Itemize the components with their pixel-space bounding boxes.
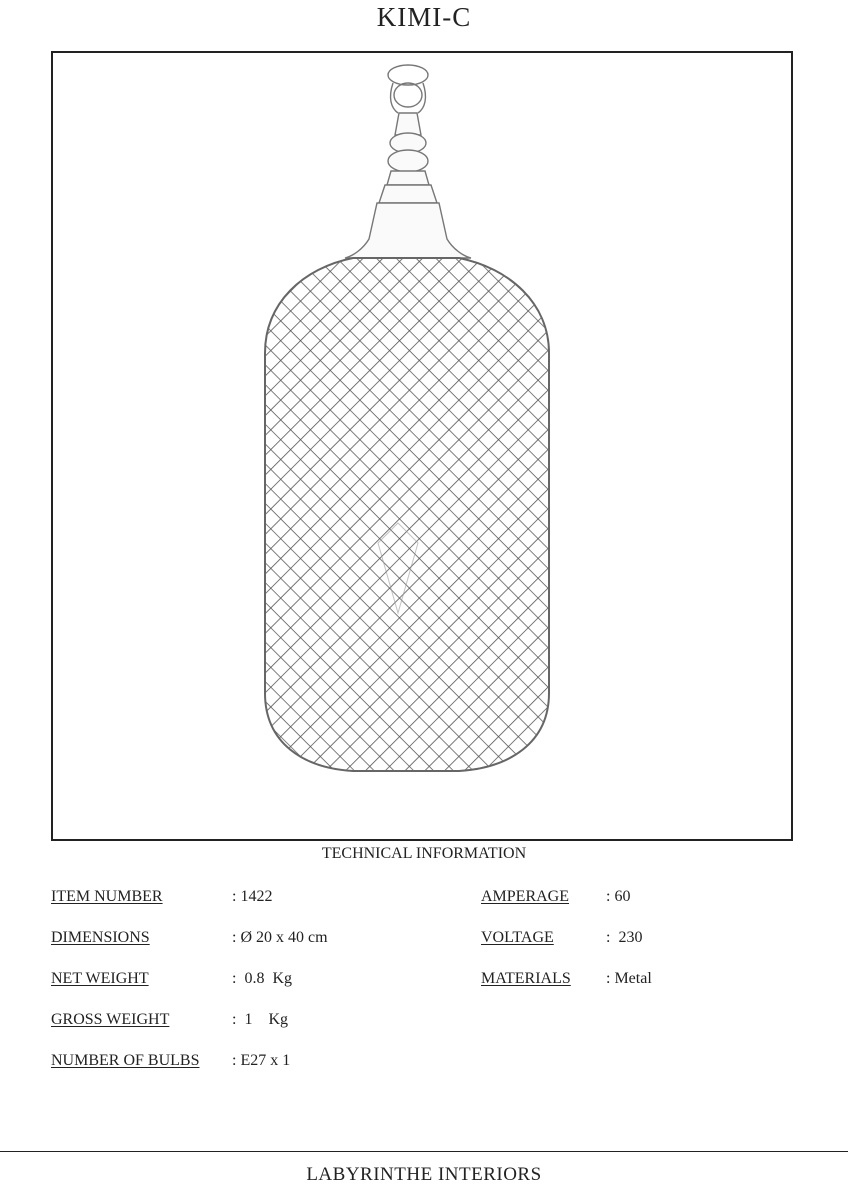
product-photo-frame <box>51 51 793 841</box>
spec-item-number-label: ITEM NUMBER <box>51 888 163 905</box>
spec-voltage-label: VOLTAGE <box>481 929 554 946</box>
spec-item-number-value: : 1422 <box>232 888 273 905</box>
spec-gross-weight-label: GROSS WEIGHT <box>51 1011 170 1028</box>
spec-dimensions-value: : Ø 20 x 40 cm <box>232 929 328 946</box>
technical-information-heading: TECHNICAL INFORMATION <box>321 845 527 862</box>
pendant-lamp-illustration <box>53 53 791 839</box>
mesh-cage-icon <box>258 253 558 778</box>
spec-amperage-value: : 60 <box>606 888 631 905</box>
spec-gross-weight-value: : 1 Kg <box>232 1011 288 1028</box>
spec-materials-value: : Metal <box>606 970 652 987</box>
chain-icon <box>388 65 428 113</box>
spec-materials-label: MATERIALS <box>481 970 571 987</box>
product-title: KIMI-C <box>376 2 472 32</box>
footer-divider <box>0 1151 848 1152</box>
lamp-socket-icon <box>345 113 471 258</box>
footer-brand: LABYRINTHE INTERIORS <box>306 1164 542 1185</box>
spec-amperage-label: AMPERAGE <box>481 888 570 905</box>
spec-number-of-bulbs-value: : E27 x 1 <box>232 1052 291 1069</box>
spec-number-of-bulbs-label: NUMBER OF BULBS <box>51 1052 200 1069</box>
spec-net-weight-value: : 0.8 Kg <box>232 970 292 987</box>
spec-net-weight-label: NET WEIGHT <box>51 970 149 987</box>
spec-voltage-value: : 230 <box>606 929 643 946</box>
spec-dimensions-label: DIMENSIONS <box>51 929 150 946</box>
